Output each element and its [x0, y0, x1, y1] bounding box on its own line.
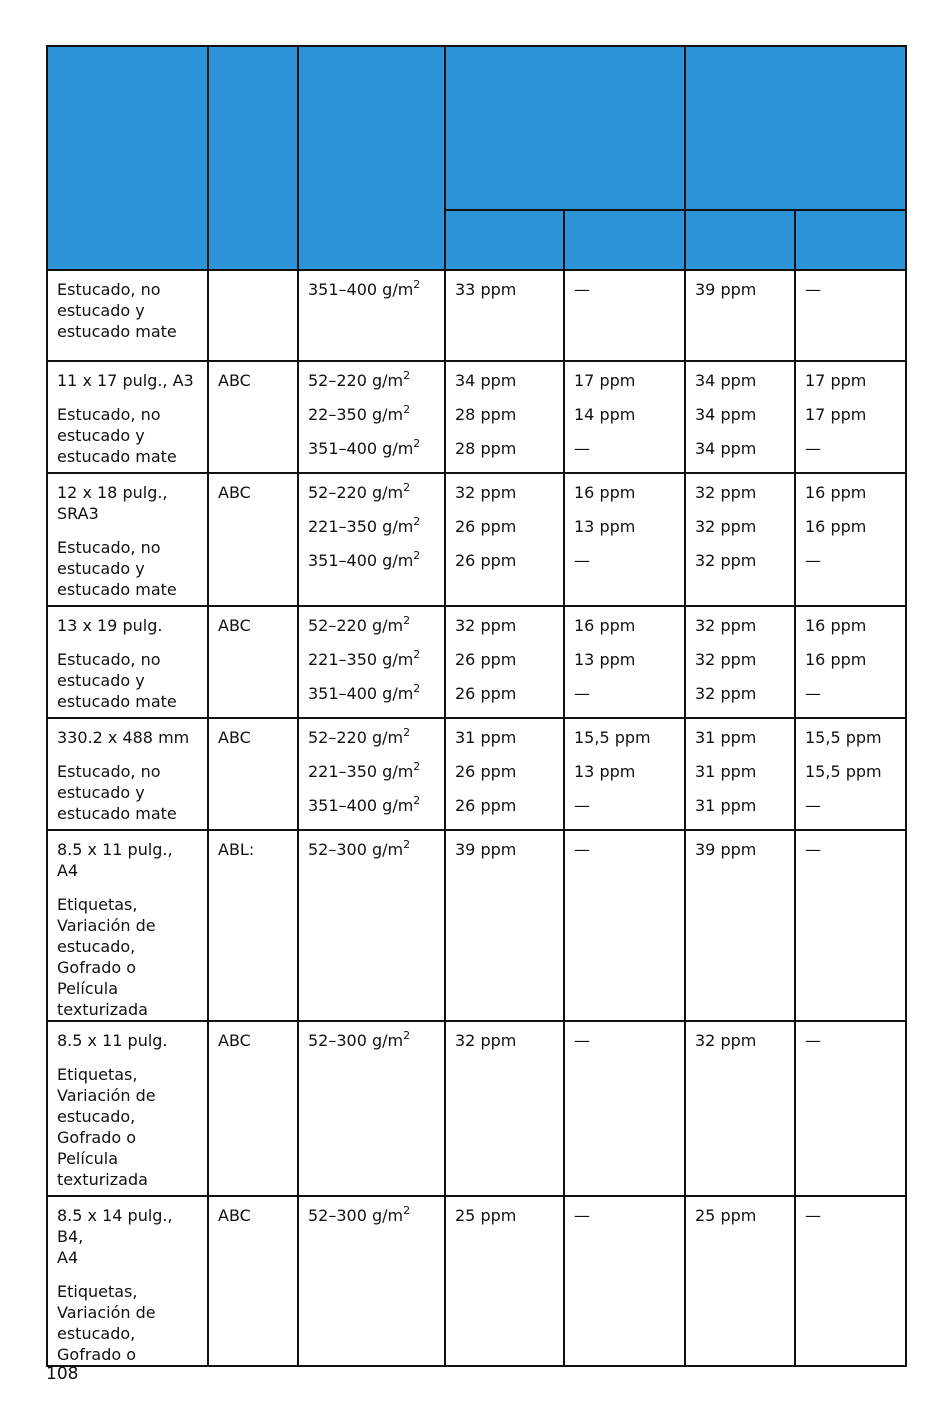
paper-size-text: 8.5 x 11 pulg., A4 [57, 840, 173, 880]
speed-value: 39 ppm [695, 840, 757, 859]
speed-value: 32 ppm [695, 616, 757, 635]
cell-speed-c2 [564, 361, 685, 473]
table-header [47, 46, 906, 270]
media-type-text: texturizada [57, 1000, 148, 1019]
media-type-text: estucado, [57, 1107, 136, 1126]
media-type-text: texturizada [57, 1170, 148, 1189]
cell-speed-c2 [564, 1021, 685, 1196]
header-cell-group-b [685, 46, 906, 210]
cell-speed-c3 [685, 718, 795, 830]
media-speed-table [46, 45, 907, 1367]
cell-codes [208, 270, 298, 361]
cell-speed-c4 [795, 473, 906, 606]
cell-codes [208, 1021, 298, 1196]
speed-value: 17 ppm [805, 405, 867, 424]
cell-codes [208, 718, 298, 830]
speed-value: — [805, 551, 821, 570]
cell-speed-c3 [685, 1196, 795, 1366]
cell-speed-c3 [685, 606, 795, 718]
cell-codes [208, 606, 298, 718]
speed-value: 16 ppm [805, 483, 867, 502]
media-type-text: estucado, [57, 937, 136, 956]
weight-unit-exponent: 2 [403, 1203, 411, 1217]
cell-speed-c1 [445, 1021, 564, 1196]
codes-text: ABC [218, 616, 251, 635]
media-type-text: Estucado, no [57, 405, 161, 424]
speed-value: 15,5 ppm [574, 728, 651, 747]
speed-value: — [574, 551, 590, 570]
weight-range [308, 1030, 435, 1051]
media-type-text: Variación de [57, 916, 156, 935]
table-row [47, 606, 906, 718]
speed-value: — [574, 280, 590, 299]
paper-size-text: 11 x 17 pulg., A3 [57, 371, 194, 390]
cell-speed-c2 [564, 830, 685, 1021]
media-type-text: estucado mate [57, 322, 177, 341]
weight-range [308, 438, 435, 459]
speed-value: 17 ppm [805, 371, 867, 390]
weight-range-value: 52–220 g/m [308, 728, 404, 747]
weight-unit-exponent: 2 [413, 647, 421, 661]
weight-range-value: 52–300 g/m [308, 1206, 404, 1225]
weight-range-value: 221–350 g/m [308, 762, 414, 781]
header-cell-group-a [445, 46, 685, 210]
weight-range [308, 615, 435, 636]
paper-size-text: 12 x 18 pulg., [57, 483, 168, 502]
codes-text [218, 279, 288, 300]
media-type-text: estucado, [57, 1324, 136, 1343]
speed-value: 16 ppm [574, 483, 636, 502]
cell-codes [208, 1196, 298, 1366]
cell-speed-c4 [795, 830, 906, 1021]
codes-text: ABL: [218, 840, 255, 859]
speed-value: 31 ppm [695, 762, 757, 781]
media-type-text: Estucado, no [57, 762, 161, 781]
speed-value: 34 ppm [695, 405, 757, 424]
codes-text: ABC [218, 1206, 251, 1225]
weight-range [308, 1205, 435, 1226]
weight-unit-exponent: 2 [413, 277, 421, 291]
cell-codes [208, 473, 298, 606]
speed-value: 14 ppm [574, 405, 636, 424]
weight-unit-exponent: 2 [413, 514, 421, 528]
cell-codes [208, 830, 298, 1021]
cell-speed-c2 [564, 270, 685, 361]
cell-weight [298, 270, 445, 361]
speed-value: — [574, 684, 590, 703]
header-cell-size-media [47, 46, 208, 270]
weight-range [308, 649, 435, 670]
cell-size-media [47, 270, 208, 361]
table-row [47, 830, 906, 1021]
speed-value: — [805, 1206, 821, 1225]
table-row [47, 361, 906, 473]
speed-value: 26 ppm [455, 796, 517, 815]
weight-range [308, 795, 435, 816]
speed-value: 39 ppm [695, 280, 757, 299]
speed-value: — [574, 1031, 590, 1050]
speed-value: 31 ppm [695, 728, 757, 747]
media-type-text: estucado y [57, 559, 145, 578]
speed-value: 34 ppm [695, 371, 757, 390]
media-type-text: Gofrado o [57, 1345, 137, 1364]
header-subcell-b2 [795, 210, 906, 270]
codes-text: ABC [218, 728, 251, 747]
speed-value: 31 ppm [695, 796, 757, 815]
media-type-text: estucado y [57, 783, 145, 802]
cell-weight [298, 361, 445, 473]
media-type-text: Variación de [57, 1086, 156, 1105]
cell-speed-c2 [564, 606, 685, 718]
cell-speed-c3 [685, 473, 795, 606]
cell-size-media [47, 1196, 208, 1366]
speed-value: 16 ppm [805, 616, 867, 635]
media-type-text: Etiquetas, [57, 1065, 138, 1084]
cell-speed-c4 [795, 718, 906, 830]
speed-value: 32 ppm [695, 650, 757, 669]
speed-value: 32 ppm [455, 483, 517, 502]
header-subcell-a2 [564, 210, 685, 270]
cell-weight [298, 606, 445, 718]
cell-size-media [47, 606, 208, 718]
speed-value: 15,5 ppm [805, 728, 882, 747]
weight-range-value: 52–300 g/m [308, 840, 404, 859]
page-number: 108 [46, 1364, 79, 1384]
speed-value: 26 ppm [455, 517, 517, 536]
speed-value: 25 ppm [455, 1206, 517, 1225]
cell-weight [298, 718, 445, 830]
codes-text: ABC [218, 483, 251, 502]
speed-value: 15,5 ppm [805, 762, 882, 781]
weight-range-value: 351–400 g/m [308, 684, 414, 703]
weight-range-value: 22–350 g/m [308, 405, 404, 424]
speed-value: 32 ppm [695, 551, 757, 570]
speed-value: 32 ppm [455, 1031, 517, 1050]
cell-speed-c4 [795, 1021, 906, 1196]
media-type-text: estucado mate [57, 580, 177, 599]
cell-size-media [47, 1021, 208, 1196]
weight-unit-exponent: 2 [403, 837, 411, 851]
paper-size-text: A4 [57, 1248, 79, 1267]
media-type-text: Etiquetas, [57, 895, 138, 914]
speed-value: 13 ppm [574, 650, 636, 669]
weight-unit-exponent: 2 [403, 1028, 411, 1042]
weight-range-value: 351–400 g/m [308, 280, 414, 299]
weight-range-value: 52–220 g/m [308, 371, 404, 390]
header-subcell-a1 [445, 210, 564, 270]
weight-unit-exponent: 2 [413, 681, 421, 695]
cell-speed-c3 [685, 270, 795, 361]
codes-text: ABC [218, 1031, 251, 1050]
speed-value: 32 ppm [695, 483, 757, 502]
cell-codes [208, 361, 298, 473]
media-type-text: Estucado, no [57, 650, 161, 669]
cell-speed-c1 [445, 1196, 564, 1366]
speed-value: 28 ppm [455, 405, 517, 424]
cell-speed-c1 [445, 270, 564, 361]
weight-range [308, 727, 435, 748]
speed-value: 33 ppm [455, 280, 517, 299]
media-type-text: Etiquetas, [57, 1282, 138, 1301]
weight-range [308, 683, 435, 704]
media-type-text: estucado mate [57, 692, 177, 711]
codes-text: ABC [218, 371, 251, 390]
speed-value: 26 ppm [455, 762, 517, 781]
weight-range-value: 351–400 g/m [308, 551, 414, 570]
speed-value: 26 ppm [455, 650, 517, 669]
cell-speed-c1 [445, 473, 564, 606]
header-subcell-b1 [685, 210, 795, 270]
table-row [47, 270, 906, 361]
cell-size-media [47, 718, 208, 830]
speed-value: 32 ppm [455, 616, 517, 635]
cell-speed-c4 [795, 361, 906, 473]
table-body [47, 270, 906, 1366]
speed-value: — [574, 840, 590, 859]
media-type-text: estucado mate [57, 804, 177, 823]
speed-value: 17 ppm [574, 371, 636, 390]
speed-value: 32 ppm [695, 1031, 757, 1050]
weight-unit-exponent: 2 [413, 436, 421, 450]
weight-range [308, 761, 435, 782]
cell-speed-c2 [564, 473, 685, 606]
cell-speed-c1 [445, 718, 564, 830]
weight-range-value: 52–300 g/m [308, 1031, 404, 1050]
weight-range-value: 221–350 g/m [308, 517, 414, 536]
speed-value: — [805, 796, 821, 815]
media-type-text: estucado y [57, 301, 145, 320]
weight-range [308, 516, 435, 537]
weight-range [308, 279, 435, 300]
speed-value: — [805, 1031, 821, 1050]
media-type-text: Estucado, no [57, 538, 161, 557]
paper-size-text: 330.2 x 488 mm [57, 728, 190, 747]
speed-value: 34 ppm [455, 371, 517, 390]
speed-value: — [805, 840, 821, 859]
speed-value: 16 ppm [574, 616, 636, 635]
cell-weight [298, 1021, 445, 1196]
weight-range-value: 52–220 g/m [308, 483, 404, 502]
speed-value: 28 ppm [455, 439, 517, 458]
speed-value: 13 ppm [574, 762, 636, 781]
cell-size-media [47, 361, 208, 473]
speed-value: — [805, 280, 821, 299]
speed-value: 39 ppm [455, 840, 517, 859]
weight-range-value: 351–400 g/m [308, 439, 414, 458]
cell-speed-c2 [564, 718, 685, 830]
media-type-text: Gofrado o [57, 958, 137, 977]
media-type-text: Película [57, 1149, 118, 1168]
table-row [47, 718, 906, 830]
media-type-text: Gofrado o [57, 1128, 137, 1147]
cell-speed-c4 [795, 270, 906, 361]
cell-weight [298, 1196, 445, 1366]
paper-size-text: 8.5 x 14 pulg., B4, [57, 1206, 173, 1246]
speed-value: 34 ppm [695, 439, 757, 458]
speed-value: — [574, 1206, 590, 1225]
weight-unit-exponent: 2 [403, 480, 411, 494]
weight-unit-exponent: 2 [413, 793, 421, 807]
weight-range [308, 370, 435, 391]
speed-value: 26 ppm [455, 551, 517, 570]
speed-value: 32 ppm [695, 684, 757, 703]
cell-speed-c1 [445, 361, 564, 473]
cell-speed-c4 [795, 606, 906, 718]
header-cell-codes [208, 46, 298, 270]
speed-value: 32 ppm [695, 517, 757, 536]
weight-range [308, 839, 435, 860]
cell-speed-c1 [445, 606, 564, 718]
cell-speed-c3 [685, 830, 795, 1021]
weight-unit-exponent: 2 [403, 368, 411, 382]
cell-speed-c2 [564, 1196, 685, 1366]
weight-unit-exponent: 2 [413, 759, 421, 773]
weight-unit-exponent: 2 [413, 548, 421, 562]
table-row [47, 1021, 906, 1196]
speed-value: 31 ppm [455, 728, 517, 747]
speed-value: 25 ppm [695, 1206, 757, 1225]
cell-speed-c3 [685, 361, 795, 473]
cell-weight [298, 473, 445, 606]
media-type-text: Película [57, 979, 118, 998]
cell-speed-c1 [445, 830, 564, 1021]
speed-value: 16 ppm [805, 517, 867, 536]
speed-value: — [805, 684, 821, 703]
weight-range [308, 482, 435, 503]
weight-unit-exponent: 2 [403, 613, 411, 627]
speed-value: 13 ppm [574, 517, 636, 536]
speed-value: 26 ppm [455, 684, 517, 703]
weight-range [308, 550, 435, 571]
cell-speed-c4 [795, 1196, 906, 1366]
cell-size-media [47, 830, 208, 1021]
header-cell-weight [298, 46, 445, 270]
speed-value: — [574, 796, 590, 815]
paper-size-text: 8.5 x 11 pulg. [57, 1031, 168, 1050]
cell-size-media [47, 473, 208, 606]
table-row [47, 1196, 906, 1366]
media-type-text: estucado y [57, 426, 145, 445]
paper-size-text: 13 x 19 pulg. [57, 616, 163, 635]
speed-value: — [574, 439, 590, 458]
cell-speed-c3 [685, 1021, 795, 1196]
weight-range-value: 221–350 g/m [308, 650, 414, 669]
media-type-text: estucado mate [57, 447, 177, 466]
weight-unit-exponent: 2 [403, 402, 411, 416]
speed-value: — [805, 439, 821, 458]
media-type-text: Variación de [57, 1303, 156, 1322]
paper-size-text: SRA3 [57, 504, 99, 523]
table-row [47, 473, 906, 606]
weight-range [308, 404, 435, 425]
weight-unit-exponent: 2 [403, 725, 411, 739]
weight-range-value: 52–220 g/m [308, 616, 404, 635]
cell-weight [298, 830, 445, 1021]
weight-range-value: 351–400 g/m [308, 796, 414, 815]
header-row-top [47, 46, 906, 210]
media-type-text: Estucado, no [57, 280, 161, 299]
speed-value: 16 ppm [805, 650, 867, 669]
media-type-text: estucado y [57, 671, 145, 690]
